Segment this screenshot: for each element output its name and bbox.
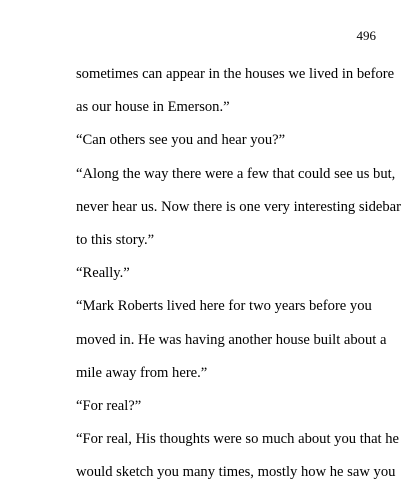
text-line: moved in. He was having another house built about a	[76, 331, 387, 348]
text-line: “For real, His thoughts were so much about you that he	[76, 431, 400, 448]
text-line: “Really.”	[76, 265, 130, 282]
text-line: to this story.”	[76, 231, 155, 248]
manuscript-body	[76, 66, 402, 497]
text-line: “Can others see you and hear you?”	[76, 132, 286, 149]
text-line: mile away from here.”	[76, 364, 208, 381]
text-line: sometimes can appear in the houses we lived in before	[76, 66, 395, 82]
text-line: “Along the way there were a few that could see us but,	[76, 165, 396, 182]
text-line: would sketch you many times, mostly how he saw you	[76, 464, 396, 481]
text-line: “For real?”	[76, 397, 142, 414]
text-line: as our house in Emerson.”	[76, 99, 230, 116]
text-line: never hear us. Now there is one very interesting sidebar	[76, 198, 402, 215]
text-line: “Mark Roberts lived here for two years before you	[76, 298, 372, 315]
page-number: 496	[356, 28, 376, 43]
